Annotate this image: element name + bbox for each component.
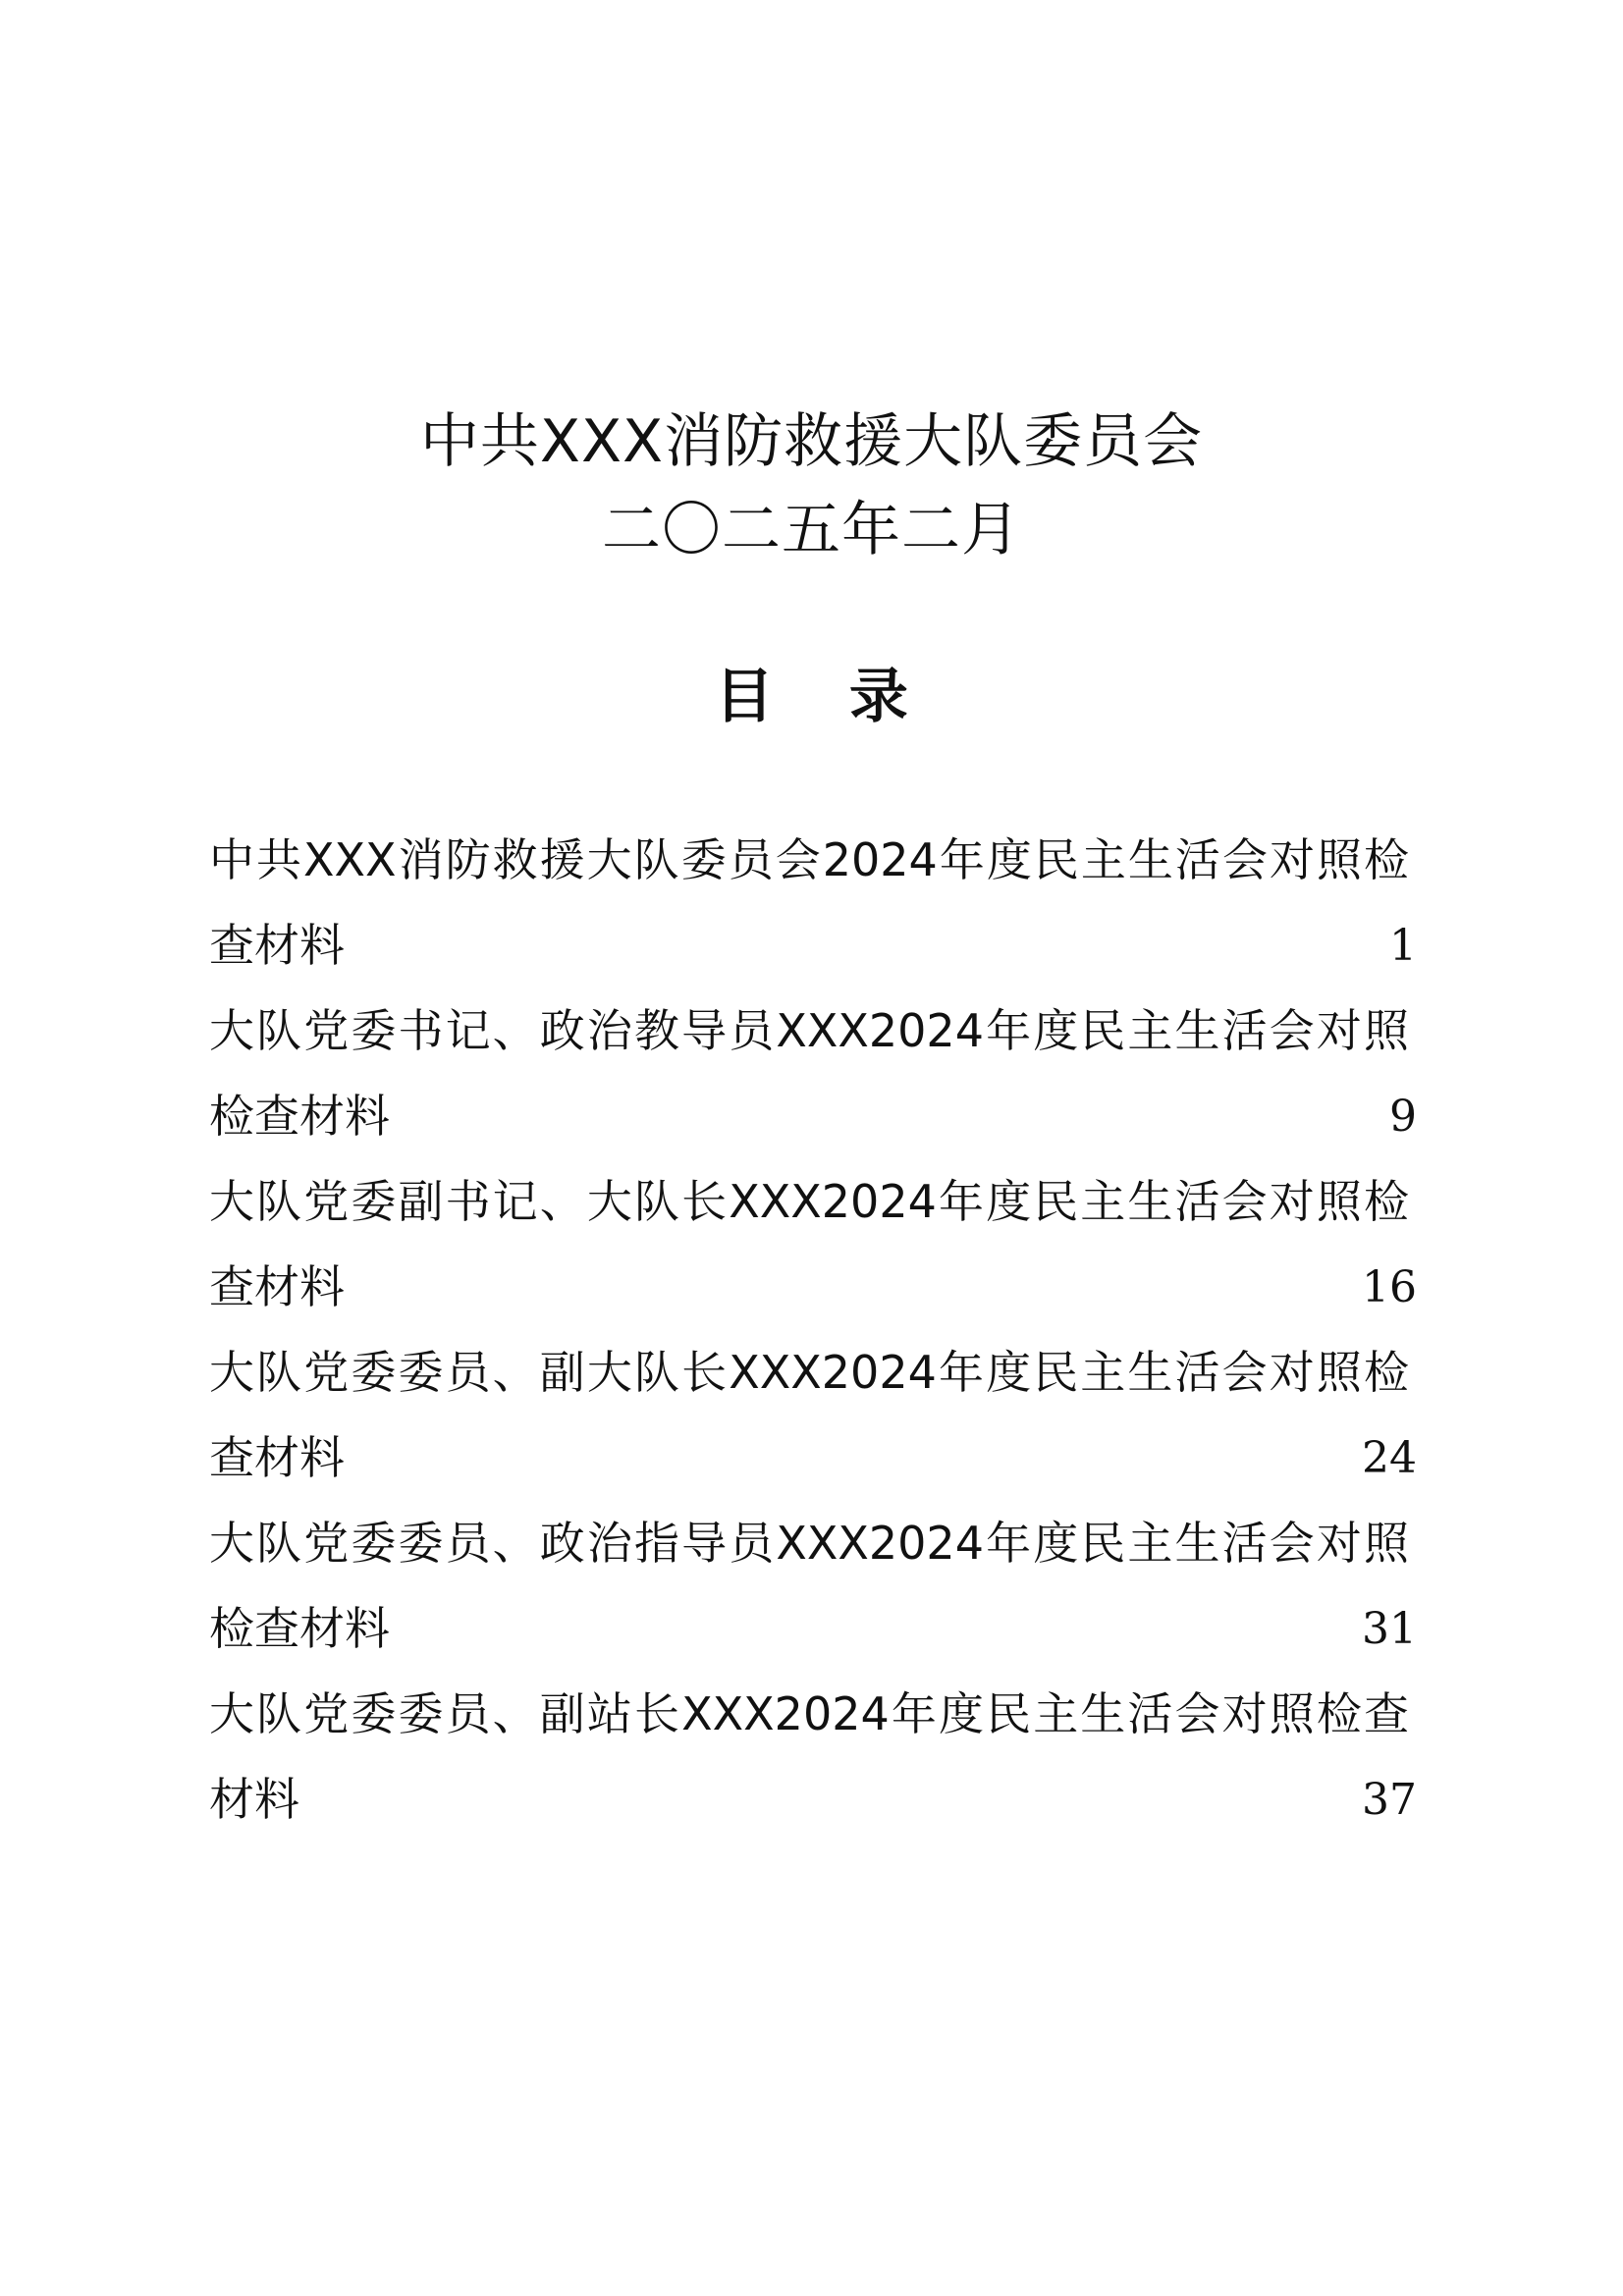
toc-entry-page: 9 [1389,1092,1417,1142]
toc-entry[interactable] [209,818,1417,988]
table-of-contents [209,818,1417,1842]
toc-entry-title: 大队党委委员、政治指导员XXX2024年度民主生活会对照检查材料 [209,1517,1409,1655]
toc-entry-page: 1 [1389,921,1417,971]
toc-entry[interactable] [209,1672,1417,1842]
toc-entry-title: 大队党委委员、副站长XXX2024年度民主生活会对照检查材料 [209,1687,1409,1826]
toc-entry-page: 16 [1362,1262,1417,1312]
document-date: 二〇二五年二月 [602,496,1021,564]
toc-entry-title: 大队党委书记、政治教导员XXX2024年度民主生活会对照检查材料 [209,1004,1409,1143]
toc-entry[interactable] [209,1501,1417,1672]
toc-entry-title: 中共XXX消防救援大队委员会2024年度民主生活会对照检查材料 [209,833,1409,972]
toc-entry[interactable] [209,988,1417,1159]
toc-entry-page: 37 [1362,1775,1417,1825]
toc-entry-title: 大队党委委员、副大队长XXX2024年度民主生活会对照检查材料 [209,1346,1409,1484]
toc-entry[interactable] [209,1330,1417,1501]
toc-entry[interactable] [209,1159,1417,1330]
toc-heading: 目 录 [715,663,936,731]
toc-entry-title: 大队党委副书记、大队长XXX2024年度民主生活会对照检查材料 [209,1175,1409,1313]
toc-entry-page: 24 [1362,1433,1417,1483]
toc-entry-page: 31 [1362,1604,1417,1654]
organization-title: 中共XXX消防救援大队委员会 [419,407,1204,476]
